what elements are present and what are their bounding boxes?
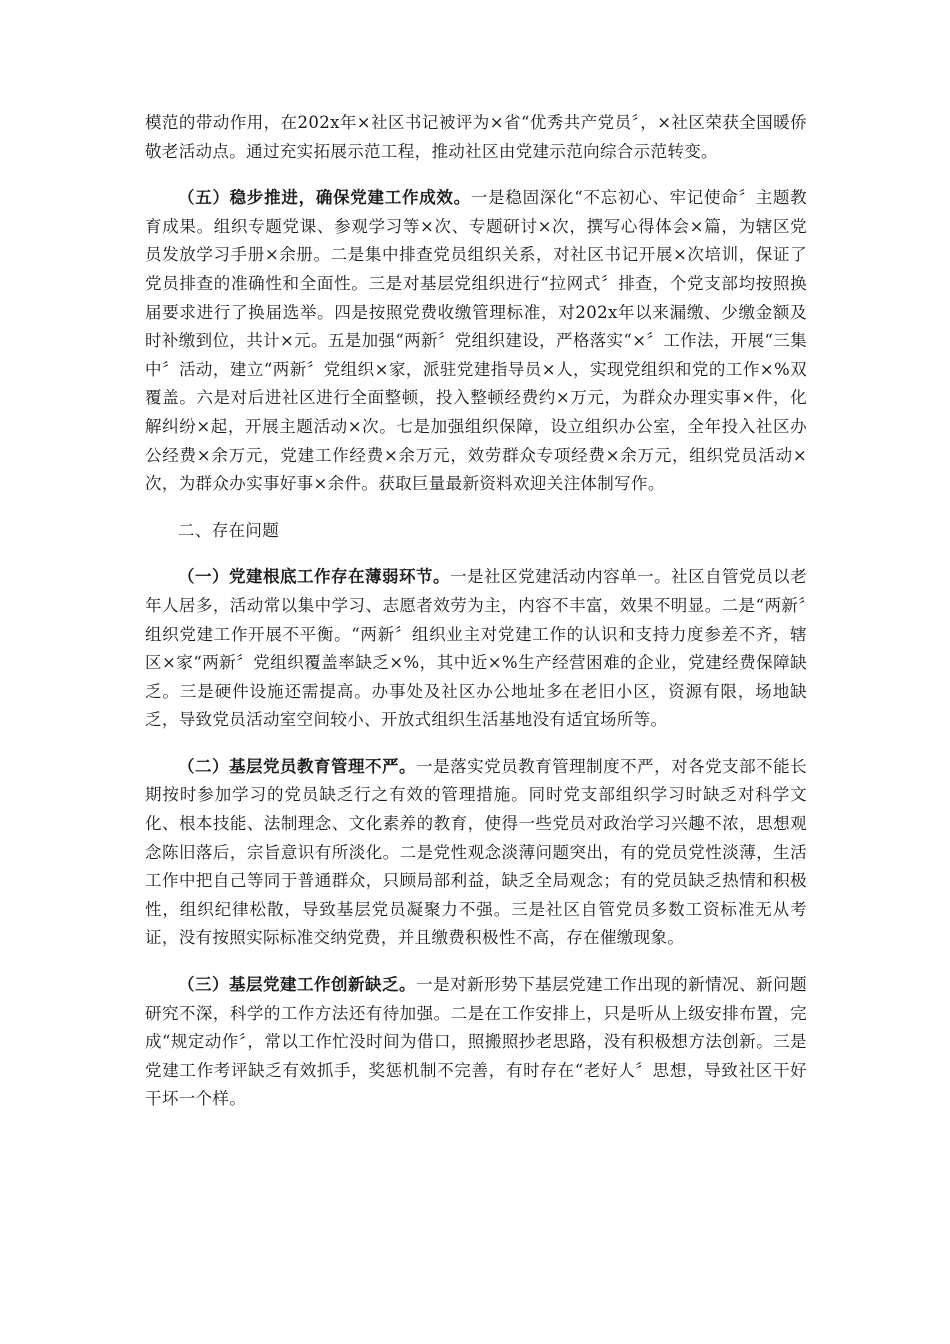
paragraph-lead: （一）党建根底工作存在薄弱环节。 [178,567,451,587]
paragraph-issue-two [145,753,807,953]
paragraph-lead: （五）稳步推进，确保党建工作成效。 [178,188,471,208]
section-heading: 二、存在问题 [178,520,280,540]
paragraph-text: 一是社区党建活动内容单一。社区自管党员以老年人居多，活动常以集中学习、志愿者效劳为主，内容不丰富，效果不明显。二是“两新〞组织党建工作开展不平衡。“两新〞组织业主对党建工作的认识和支持力度参差不齐，辖区×家“两新〞党组织覆盖率缺乏×%，其中近×%生产经营困难的企业，党建经费保障缺乏。三是硬件设施还需提高。办事处及社区办公地址多在老旧小区，资源有限，场地缺乏，导致党员活动室空间较小、开放式组织生活基地没有适宜场所等。 [145,567,807,730]
paragraph-lead: （三）基层党建工作创新缺乏。 [178,975,417,995]
document-body [145,109,807,1132]
paragraph-text: 模范的带动作用，在202x年×社区书记被评为×省“优秀共产党员〞，×社区荣获全国暖侨敬老活动点。通过充实拓展示范工程，推动社区由党建示范向综合示范转变。 [145,113,807,161]
paragraph-text: 一是落实党员教育管理制度不严，对各党支部不能长期按时参加学习的党员缺乏行之有效的管理措施。同时党支部组织学习时缺乏对科学文化、根本技能、法制理念、文化素养的教育，使得一些党员对政治学习兴趣不浓，思想观念陈旧落后，宗旨意识有所淡化。二是党性观念淡薄问题突出，有的党员党性淡薄，生活工作中把自己等同于普通群众，只顾局部利益，缺乏全局观念；有的党员缺乏热情和积极性，组织纪律松散，导致基层党员凝聚力不强。三是社区自管党员多数工资标准无从考证，没有按照实际标准交纳党费，并且缴费积极性不高，存在催缴现象。 [145,756,807,948]
paragraph-issue-one [145,563,807,735]
paragraph-text: 一是稳固深化“不忘初心、牢记使命〞主题教育成果。组织专题党课、参观学习等×次、专题研讨×次，撰写心得体会×篇，为辖区党员发放学习手册×余册。二是集中排查党员组织关系，对社区书记开展×次培训，保证了党员排查的准确性和全面性。三是对基层党组织进行“拉网式〞排查，个党支部均按照换届要求进行了换届选举。四是按照党费收缴管理标准，对202x年以来漏缴、少缴金额及时补缴到位，共计×元。五是加强“两新〞党组织建设，严格落实“×〞工作法，开展“三集中〞活动，建立“两新〞党组织×家，派驻党建指导员×人，实现党组织和党的工作×%双覆盖。六是对后进社区进行全面整顿，投入整顿经费约×万元，为群众办理实事×件，化解纠纷×起，开展主题活动×次。七是加强组织保障，设立组织办公室，全年投入社区办公经费×余万元，党建工作经费×余万元，效劳群众专项经费×余万元，组织党员活动×次，为群众办实事好事×余件。获取巨量最新资料欢迎关注体制写作。 [145,188,808,494]
paragraph-lead: （二）基层党员教育管理不严。 [178,756,417,776]
paragraph-issue-three [145,971,807,1114]
paragraph-section-five [145,184,807,499]
paragraph-text: 一是对新形势下基层党建工作出现的新情况、新问题研究不深，科学的工作方法还有待加强。二是在工作安排上，只是听从上级安排布置，完成“规定动作〞，常以工作忙没时间为借口，照搬照抄老思路，没有积极想方法创新。三是党建工作考评缺乏有效抓手，奖惩机制不完善，有时存在“老好人〞思想，导致社区干好干坏一个样。 [145,975,807,1109]
paragraph-continuation [145,109,807,166]
